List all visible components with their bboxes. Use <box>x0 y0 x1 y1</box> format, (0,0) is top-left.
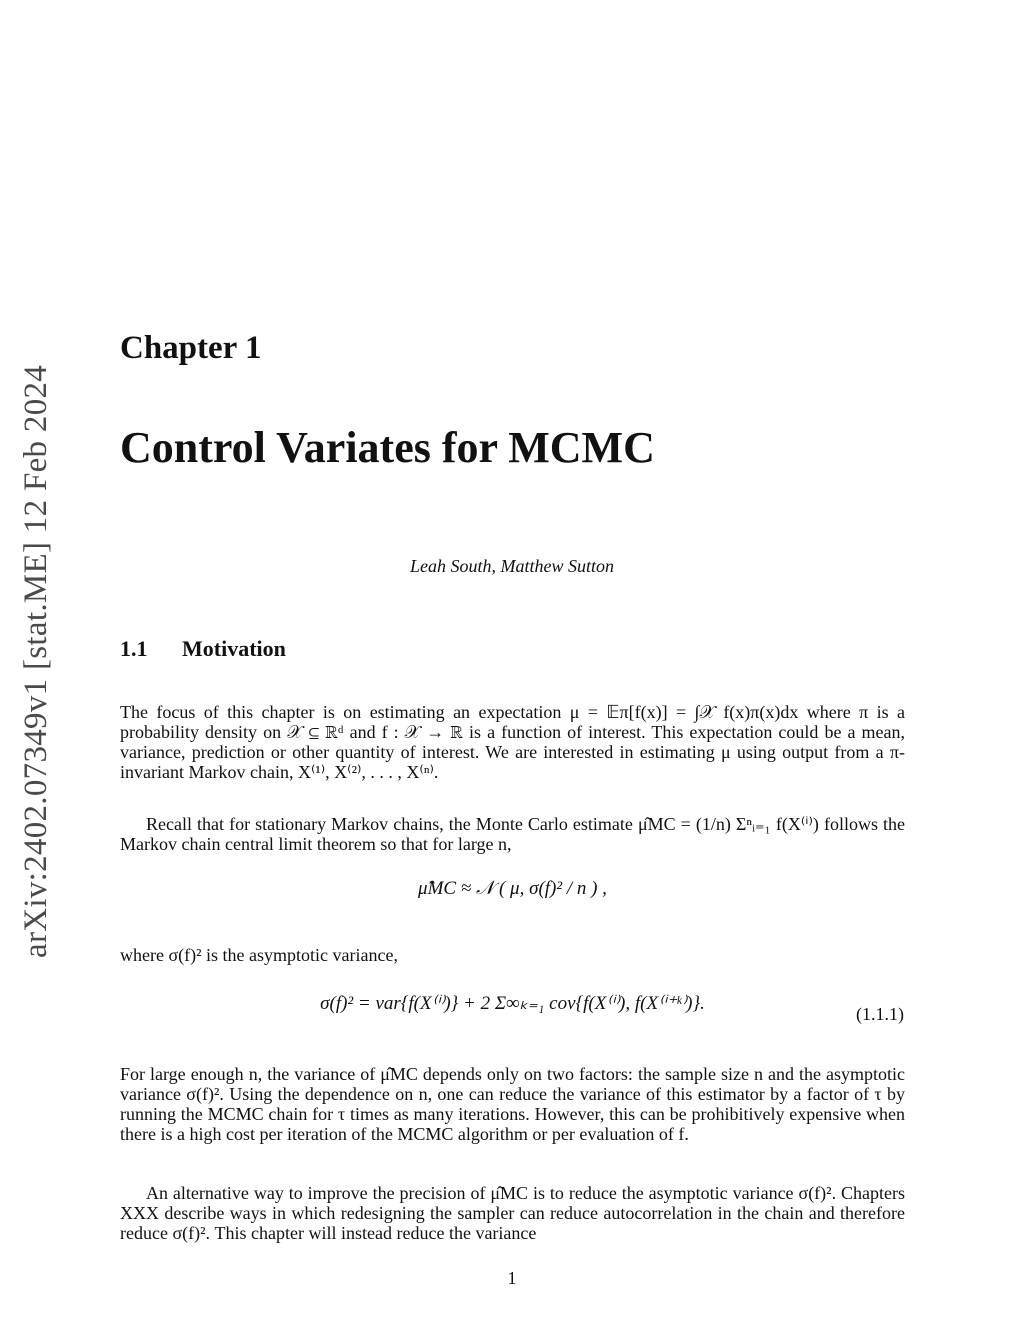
equation-clt-body: μ̂MC ≈ 𝒩 ( μ, σ(f)² / n ) , <box>418 878 607 899</box>
arxiv-identifier[interactable]: arXiv:2402.07349v1 [stat.ME] 12 Feb 2024 <box>18 364 54 958</box>
paragraph-expectation: The focus of this chapter is on estimating an expectation μ = 𝔼π[f(x)] = ∫𝒳 f(x)π(x)dx where π is a probability density on 𝒳 ⊆ ℝᵈ and f : 𝒳 → ℝ is a function of interest. This expectation could be a mean, variance, prediction or other quantity of interest. We are interested in estimating μ using output from a π-invariant Markov chain, X⁽¹⁾, X⁽²⁾, . . . , X⁽ⁿ⁾. <box>120 702 905 782</box>
equation-asymptotic-variance-body: σ(f)² = var{f(X⁽ⁱ⁾)} + 2 Σ∞ₖ₌₁ cov{f(X⁽ⁱ⁾), f(X⁽ⁱ⁺ᵏ⁾)}. <box>320 993 705 1014</box>
equation-asymptotic-variance <box>120 992 905 1015</box>
section-title: Motivation <box>182 636 286 661</box>
chapter-label: Chapter 1 <box>120 330 262 366</box>
paragraph-alternative: An alternative way to improve the precision of μ̂MC is to reduce the asymptotic variance σ(f)². Chapters XXX describe ways in which redesigning the sampler can reduce autocorrelation in the chain and therefore reduce σ(f)². This chapter will instead reduce the variance <box>120 1183 905 1243</box>
page-number: 1 <box>507 1268 517 1288</box>
paragraph-asymptotic-variance: where σ(f)² is the asymptotic variance, <box>120 945 398 965</box>
section-heading <box>120 636 286 662</box>
paragraph-monte-carlo: Recall that for stationary Markov chains, the Monte Carlo estimate μ̂MC = (1/n) Σⁿᵢ₌₁ f(X⁽ⁱ⁾) follows the Markov chain central limit theorem so that for large n, <box>120 814 905 854</box>
paragraph-variance-factors: For large enough n, the variance of μ̂MC depends only on two factors: the sample size n and the asymptotic variance σ(f)². Using the dependence on n, one can reduce the variance of this estimator by a factor of τ by running the MCMC chain for τ times as many iterations. However, this can be prohibitively expensive when there is a high cost per iteration of the MCMC algorithm or per evaluation of f. <box>120 1064 905 1144</box>
section-number: 1.1 <box>120 636 148 661</box>
equation-clt <box>120 878 905 900</box>
equation-number: (1.1.1) <box>856 1004 904 1024</box>
authors: Leah South, Matthew Sutton <box>410 556 614 576</box>
chapter-title: Control Variates for MCMC <box>120 423 655 472</box>
